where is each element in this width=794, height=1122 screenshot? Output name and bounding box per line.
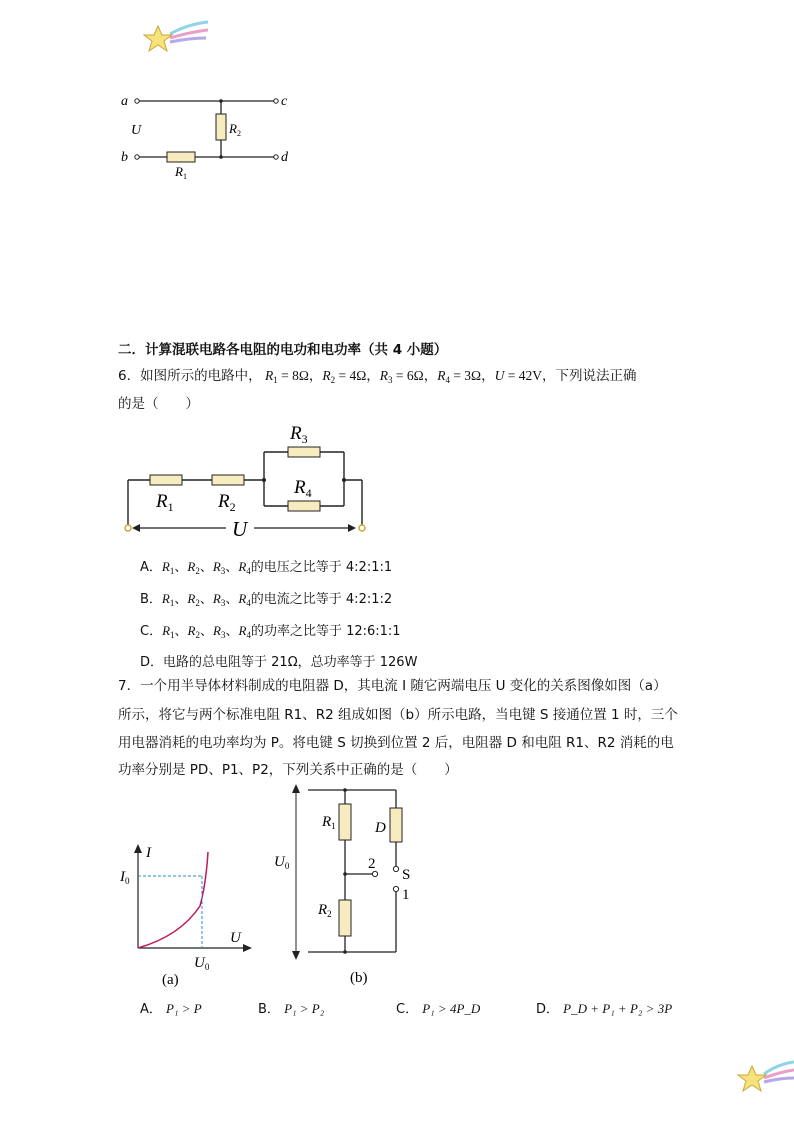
r4-label: $R_4$ — [294, 477, 312, 500]
top-circuit-diagram — [115, 88, 305, 188]
shooting-star-icon — [734, 1058, 794, 1098]
q7-option-d[interactable]: D． P_D + P₁ + P₂ > 3P — [536, 1001, 673, 1017]
iv-curve — [138, 852, 208, 948]
position-2-label: 2 — [368, 856, 376, 872]
resistor-r4 — [288, 501, 320, 511]
i0-label: $I_0$ — [120, 869, 130, 886]
r1-label: $R_1$ — [156, 491, 174, 514]
r2-label: $R_2$ — [318, 902, 332, 919]
q6-option-d[interactable]: D．电路的总电阻等于 21Ω，总功率等于 126W — [140, 655, 418, 670]
resistor-r2 — [212, 475, 244, 485]
shooting-star-bottom — [734, 1058, 794, 1098]
device-d — [390, 808, 402, 842]
graph-caption: (a) — [162, 972, 179, 988]
resistor-r1 — [339, 804, 351, 840]
q7-line1: 7．一个用半导体材料制成的电阻器 D，其电流 I 随它两端电压 U 变化的关系图像如图（a） — [118, 678, 667, 694]
terminal-a: a — [121, 94, 128, 109]
q7-line4: 功率分别是 PD、P1、P2，下列关系中正确的是（ ） — [118, 762, 458, 778]
r2-label: $R_2$ — [229, 121, 241, 138]
circuit-caption: (b) — [350, 970, 368, 986]
q7-line2: 所示，将它与两个标准电阻 R1、R2 组成如图（b）所示电路，当电键 S 接通位置 1 时，三个 — [118, 707, 678, 723]
section-title: 二．计算混联电路各电阻的电功和电功率（共 4 小题） — [118, 342, 448, 358]
q6-line2: 的是（ ） — [118, 396, 199, 412]
voltage-label: U — [232, 517, 248, 541]
d-label: D — [375, 820, 386, 836]
q7-option-a[interactable]: A． P₁ > P — [140, 1001, 202, 1017]
r1-label: $R_1$ — [322, 814, 336, 831]
terminal-b: b — [121, 150, 128, 165]
q7-option-c[interactable]: C． P₁ > 4P_D — [396, 1001, 481, 1017]
resistor-r2 — [339, 900, 351, 936]
q7-circuit-b — [268, 782, 428, 990]
switch-s-label: S — [402, 867, 411, 883]
r3-label: $R_3$ — [290, 423, 308, 446]
q6-line1: 6．如图所示的电路中， $R_1 = 8\Omega$，$R_2 = 4\Omega$，$R_3 = 6\Omega$，$R_4 = 3\Omega$，U = 42V，下列说法正确 — [118, 368, 637, 385]
r2-label: $R_2$ — [218, 491, 236, 514]
q6-circuit-diagram — [118, 418, 378, 543]
resistor-r3 — [288, 447, 320, 457]
position-1-label: 1 — [402, 887, 410, 903]
switch-s — [393, 866, 398, 871]
y-axis-label: I — [146, 845, 151, 861]
u0-label: $U_0$ — [274, 854, 290, 871]
resistor-r1 — [167, 152, 195, 162]
q6-option-c[interactable]: C．$R_1$、$R_2$、$R_3$、$R_4$的功率之比等于 12:6:1:1 — [140, 623, 401, 640]
voltage-label: U — [131, 123, 142, 138]
q6-option-b[interactable]: B．$R_1$、$R_2$、$R_3$、$R_4$的电流之比等于 4:2:1:2 — [140, 591, 393, 608]
shooting-star-icon — [140, 18, 210, 58]
q7-line3: 用电器消耗的电功率均为 P。将电键 S 切换到位置 2 后，电阻器 D 和电阻 R1、R2 消耗的电 — [118, 735, 674, 751]
terminal-c: c — [281, 94, 288, 109]
x-axis-label: U — [230, 930, 241, 946]
r1-label: $R_1$ — [175, 164, 187, 181]
resistor-r2 — [216, 114, 226, 140]
shooting-star-top — [140, 18, 210, 58]
q7-option-b[interactable]: B． P₁ > P₂ — [258, 1001, 325, 1017]
q7-graph-a — [118, 840, 258, 990]
q6-option-a[interactable]: A．$R_1$、$R_2$、$R_3$、$R_4$的电压之比等于 4:2:1:1 — [140, 559, 393, 576]
resistor-r1 — [150, 475, 182, 485]
u0-label: $U_0$ — [194, 955, 210, 972]
terminal-d: d — [281, 150, 288, 165]
